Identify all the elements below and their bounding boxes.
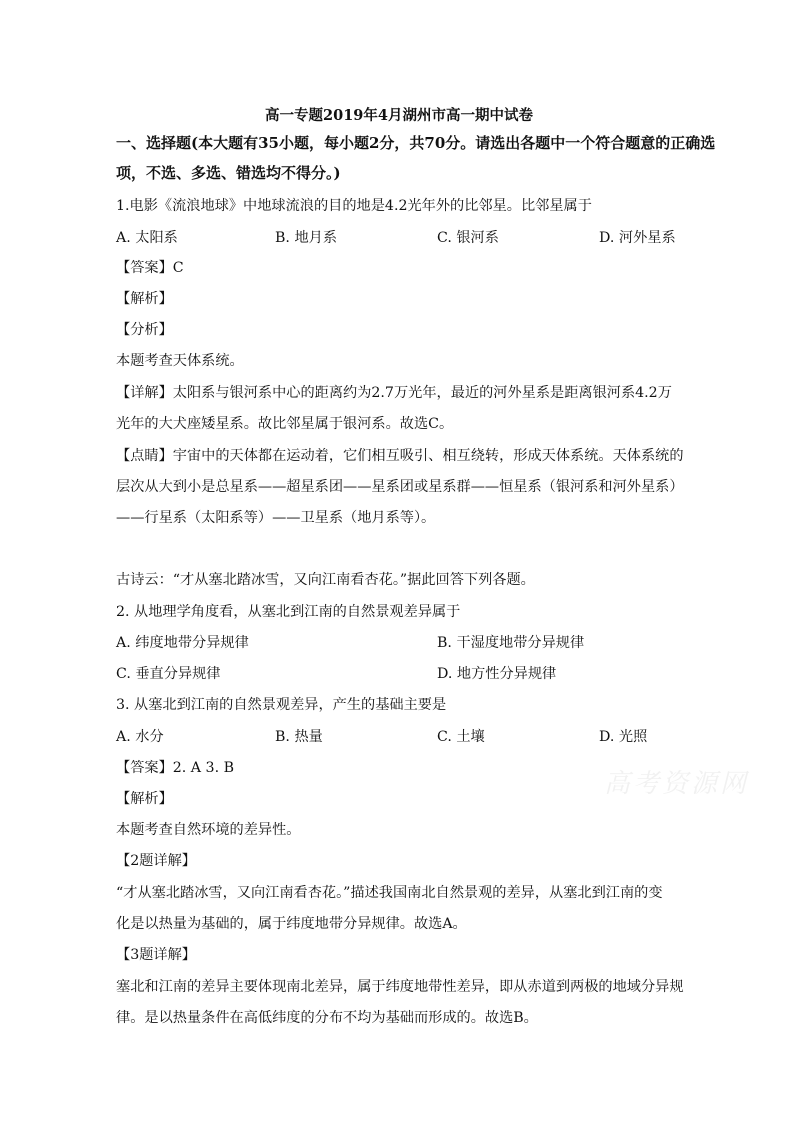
q1-fenxi-text: 本题考查天体系统。 [116, 353, 244, 369]
q3-detail-line1: 塞北和江南的差异主要体现南北差异，属于纬度地带性差异，即从赤道到两极的地域分异规 [116, 979, 684, 995]
q2-detail-line1: “才从塞北踏冰雪，又向江南看杏花。”描述我国南北自然景观的差异，从塞北到江南的变 [116, 885, 663, 901]
q1-detail-line1: 【详解】太阳系与银河系中心的距离约为2.7万光年，最近的河外星系是距离银河系4.2万 [116, 385, 672, 401]
watermark: 高考资源网 [604, 769, 750, 799]
q1-option-d: D. 河外星系 [599, 230, 676, 246]
q1-stem: 1.电影《流浪地球》中地球流浪的目的地是4.2光年外的比邻星。比邻星属于 [116, 198, 592, 214]
section-heading-line1: 一、选择题(本大题有35小题，每小题2分，共70分。请选出各题中一个符合题意的正确选 [116, 134, 716, 152]
q3-detail-label: 【3题详解】 [116, 947, 196, 963]
q1-answer: 【答案】C [116, 260, 184, 276]
group2-answer: 【答案】2. A 3. B [116, 760, 235, 776]
q3-detail-line2: 律。是以热量条件在高低纬度的分布不均为基础而形成的。故选B。 [116, 1010, 538, 1026]
q2-option-c: C. 垂直分异规律 [116, 666, 221, 682]
group2-intro: 古诗云：“才从塞北踏冰雪，又向江南看杏花。”据此回答下列各题。 [116, 572, 535, 588]
group2-analysis-label: 【解析】 [116, 791, 173, 807]
q1-detail-line2: 光年的大犬座矮星系。故比邻星属于银河系。故选C。 [116, 416, 454, 432]
q1-dianjing-line3: ——行星系（太阳系等）——卫星系（地月系等）。 [116, 510, 436, 526]
page-title: 高一专题2019年4月湖州市高一期中试卷 [265, 107, 533, 124]
q1-option-b: B. 地月系 [275, 230, 338, 246]
q1-option-a: A. 太阳系 [116, 230, 178, 246]
q2-detail-label: 【2题详解】 [116, 853, 196, 869]
q1-dianjing-line1: 【点睛】宇宙中的天体都在运动着，它们相互吸引、相互绕转，形成天体系统。天体系统的 [116, 448, 684, 464]
q1-analysis-label: 【解析】 [116, 291, 173, 307]
q3-option-c: C. 土壤 [437, 729, 485, 745]
q2-option-a: A. 纬度地带分异规律 [116, 635, 249, 651]
q2-option-d: D. 地方性分异规律 [437, 666, 557, 682]
q3-option-a: A. 水分 [116, 729, 164, 745]
q2-option-b: B. 干湿度地带分异规律 [437, 635, 585, 651]
q1-fenxi-label: 【分析】 [116, 322, 173, 338]
q1-dianjing-line2: 层次从大到小是总星系——超星系团——星系团或星系群——恒星系（银河系和河外星系） [116, 479, 684, 495]
q2-stem: 2. 从地理学角度看，从塞北到江南的自然景观差异属于 [116, 604, 461, 620]
section-heading-line2: 项，不选、多选、错选均不得分。) [116, 164, 341, 182]
group2-analysis-text: 本题考查自然环境的差异性。 [116, 822, 301, 838]
q3-option-b: B. 热量 [275, 729, 323, 745]
q1-option-c: C. 银河系 [437, 230, 499, 246]
q3-stem: 3. 从塞北到江南的自然景观差异，产生的基础主要是 [116, 697, 447, 713]
q3-option-d: D. 光照 [599, 729, 648, 745]
q2-detail-line2: 化是以热量为基础的，属于纬度地带分异规律。故选A。 [116, 916, 467, 932]
